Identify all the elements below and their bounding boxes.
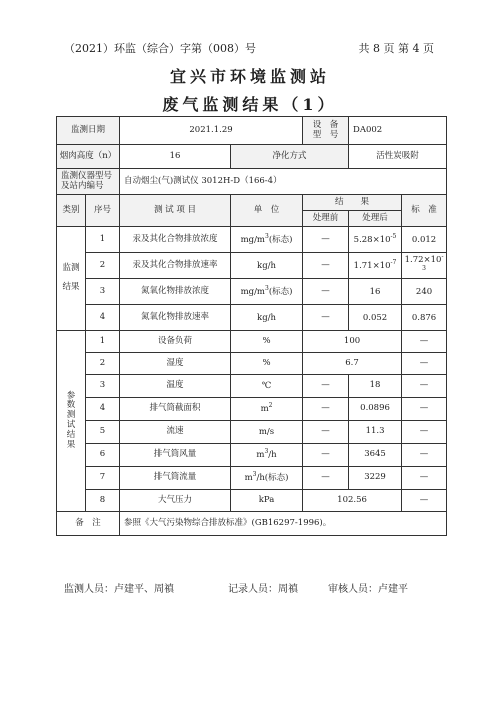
monitor-staff: 监测人员：卢建平、周禛 — [64, 584, 174, 595]
col-result: 结 果 — [303, 195, 402, 211]
parameter-row — [57, 331, 447, 353]
pollutant-row — [57, 279, 447, 305]
row-unit — [231, 279, 303, 305]
row-value: 100 — [303, 331, 402, 353]
row-item: 排气筒截面积 — [120, 398, 231, 421]
col-seq: 序号 — [86, 195, 120, 227]
row-standard: — — [402, 490, 447, 512]
row-seq: 4 — [86, 305, 120, 331]
date-value: 2021.1.29 — [120, 117, 303, 145]
row-seq: 2 — [86, 253, 120, 279]
row-seq: 2 — [86, 353, 120, 375]
parameter-row — [57, 444, 447, 467]
station-title: 宜兴市环境监测站 — [169, 67, 330, 86]
row-before: — — [303, 253, 349, 279]
row-unit — [231, 467, 303, 490]
date-label: 监测日期 — [57, 117, 120, 145]
remark-row — [57, 512, 447, 536]
value-base: 1.72×10 — [404, 254, 442, 265]
row-before: — — [303, 467, 349, 490]
col-after: 处理后 — [349, 211, 402, 227]
row-unit — [231, 398, 303, 421]
row-item: 温度 — [120, 375, 231, 398]
row-before: — — [303, 444, 349, 467]
row-seq: 7 — [86, 467, 120, 490]
remark-label: 备 注 — [57, 512, 120, 536]
row-item: 大气压力 — [120, 490, 231, 512]
recorder-staff: 记录人员：周禛 — [228, 584, 298, 595]
col-before: 处理前 — [303, 211, 349, 227]
unit-suffix: /h(标态) — [256, 473, 289, 484]
row-item: 汞及其化合物排放速率 — [120, 253, 231, 279]
row-after — [349, 305, 402, 331]
row-unit: % — [231, 331, 303, 353]
row-item: 氮氧化物排放速率 — [120, 305, 231, 331]
device-value: DA002 — [349, 117, 447, 145]
row-after: 0.0896 — [349, 398, 402, 421]
value-base: 1.71×10 — [353, 260, 391, 271]
report-number: （2021）环监（综合）字第（008）号 — [64, 42, 256, 55]
row-standard — [402, 305, 447, 331]
row-seq: 1 — [86, 331, 120, 353]
row-seq: 6 — [86, 444, 120, 467]
stack-height-value: 16 — [120, 145, 231, 169]
row-item: 排气筒流量 — [120, 467, 231, 490]
value-base: 240 — [415, 286, 433, 297]
group-label-monitoring: 监测 结果 — [57, 227, 86, 331]
unit-text: kg/h — [257, 260, 276, 271]
row-standard — [402, 253, 447, 279]
row-seq: 4 — [86, 398, 120, 421]
instrument-value: 自动烟尘(气)测试仪 3012H-D（166-4） — [120, 169, 447, 195]
row-item: 流速 — [120, 421, 231, 444]
page-indicator: 共 8 页 第 4 页 — [358, 42, 434, 55]
row-after: 18 — [349, 375, 402, 398]
row-standard: — — [402, 398, 447, 421]
stack-height-label: 烟肉高度（n） — [57, 145, 120, 169]
row-item: 湿度 — [120, 353, 231, 375]
row-seq: 3 — [86, 375, 120, 398]
row-item: 设备负荷 — [120, 331, 231, 353]
unit-text: m/s — [258, 427, 275, 438]
row-unit: % — [231, 353, 303, 375]
col-standard: 标 准 — [402, 195, 447, 227]
value-base: 0.876 — [411, 312, 437, 323]
parameter-row — [57, 375, 447, 398]
device-label: 设 备 型 号 — [303, 117, 349, 145]
monitoring-results-table — [56, 116, 447, 536]
row-standard — [402, 227, 447, 253]
purification-value: 活性炭吸附 — [349, 145, 447, 169]
row-before: — — [303, 421, 349, 444]
unit-exponent: 2 — [268, 402, 273, 410]
unit-suffix: (标态) — [268, 234, 293, 245]
unit-exponent: 3 — [252, 471, 257, 479]
parameter-row — [57, 490, 447, 512]
row-after: 3645 — [349, 444, 402, 467]
value-exponent: -7 — [390, 258, 397, 266]
value-base: 0.052 — [362, 312, 388, 323]
row-standard: — — [402, 331, 447, 353]
row-before: — — [303, 398, 349, 421]
reviewer-staff: 审核人员：卢建平 — [328, 584, 408, 595]
unit-text: m — [256, 450, 265, 461]
row-unit: kPa — [231, 490, 303, 512]
report-title: 废气监测结果（1） — [162, 95, 338, 114]
unit-text: ℃ — [261, 381, 272, 392]
parameter-row — [57, 467, 447, 490]
unit-suffix: /h — [268, 450, 277, 461]
row-before: — — [303, 279, 349, 305]
row-item: 氮氧化物排放浓度 — [120, 279, 231, 305]
row-unit — [231, 375, 303, 398]
row-unit — [231, 421, 303, 444]
row-unit — [231, 227, 303, 253]
unit-text: mg/m — [240, 234, 265, 245]
parameter-row — [57, 421, 447, 444]
row-seq: 5 — [86, 421, 120, 444]
instrument-label: 监测仪器型号 及站内编号 — [57, 169, 120, 195]
row-after — [349, 227, 402, 253]
row-after: 11.3 — [349, 421, 402, 444]
row-before: — — [303, 227, 349, 253]
row-standard: — — [402, 444, 447, 467]
row-standard: — — [402, 375, 447, 398]
row-standard — [402, 279, 447, 305]
row-before: — — [303, 375, 349, 398]
unit-text: m — [244, 473, 253, 484]
value-exponent: -5 — [390, 232, 397, 240]
unit-exponent: 3 — [264, 448, 269, 456]
row-value: 102.56 — [303, 490, 402, 512]
parameter-row — [57, 353, 447, 375]
row-seq: 3 — [86, 279, 120, 305]
row-standard: — — [402, 421, 447, 444]
pollutant-row — [57, 253, 447, 279]
unit-exponent: 3 — [265, 232, 269, 240]
row-standard: — — [402, 467, 447, 490]
pollutant-row — [57, 305, 447, 331]
row-unit — [231, 305, 303, 331]
col-category: 类别 — [57, 195, 86, 227]
row-item: 排气筒风量 — [120, 444, 231, 467]
unit-suffix: (标态) — [268, 286, 293, 297]
row-after — [349, 279, 402, 305]
row-item: 汞及其化合物排放浓度 — [120, 227, 231, 253]
unit-exponent: 3 — [265, 284, 269, 292]
unit-text: mg/m — [240, 286, 265, 297]
row-after: 3229 — [349, 467, 402, 490]
row-unit — [231, 444, 303, 467]
group-label-parameters: 参 数 测 试 结 果 — [57, 331, 86, 512]
pollutant-row — [57, 227, 447, 253]
value-base: 16 — [369, 286, 381, 297]
value-exponent: -3 — [422, 252, 444, 272]
purification-label: 净化方式 — [231, 145, 349, 169]
value-base: 0.012 — [411, 234, 437, 245]
parameter-row — [57, 398, 447, 421]
row-unit — [231, 253, 303, 279]
row-standard: — — [402, 353, 447, 375]
unit-text: kg/h — [257, 312, 276, 323]
row-seq: 8 — [86, 490, 120, 512]
value-base: 5.28×10 — [353, 234, 391, 245]
row-after — [349, 253, 402, 279]
row-seq: 1 — [86, 227, 120, 253]
remark-value: 参照《大气污染物综合排放标准》(GB16297-1996)。 — [120, 512, 447, 536]
row-before: — — [303, 305, 349, 331]
row-value: 6.7 — [303, 353, 402, 375]
col-item: 测 试 项 目 — [120, 195, 231, 227]
unit-text: m — [260, 404, 269, 415]
col-unit: 单 位 — [231, 195, 303, 227]
